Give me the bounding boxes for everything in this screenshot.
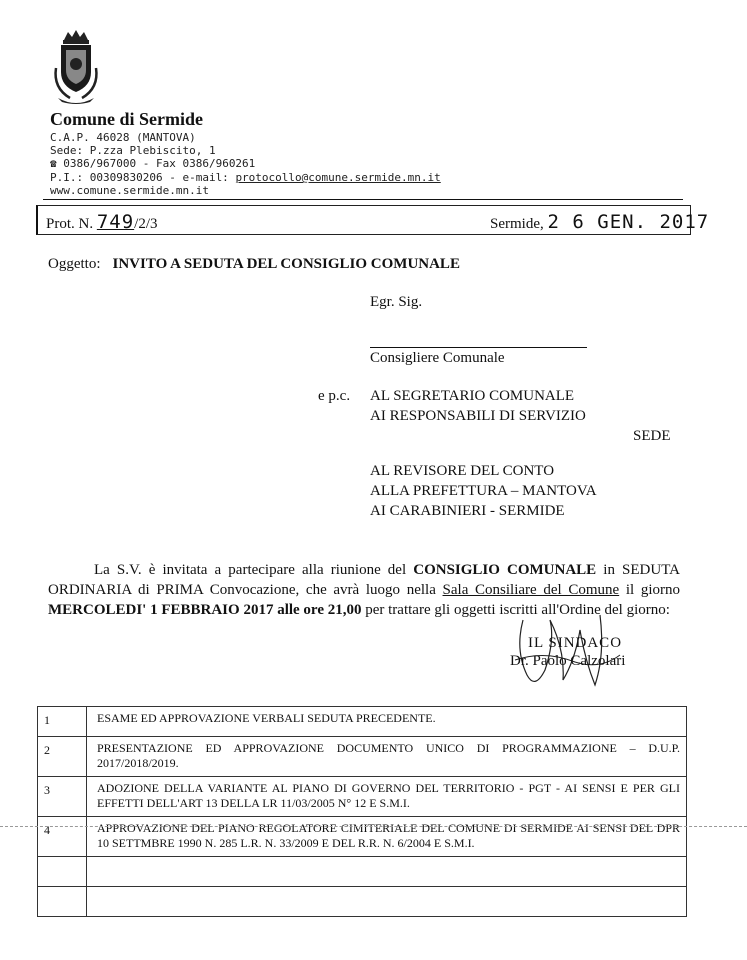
agenda-num: 2 [38,737,87,777]
cc-recipient: AL REVISORE DEL CONTO [370,463,555,479]
body-emph: CONSIGLIO COMUNALE [413,562,597,578]
protocol-date [490,211,709,233]
signatory-name: Dr. Paolo Calzolari [510,653,626,669]
table-row [38,857,687,887]
addressee-egr: Egr. Sig. [370,294,423,310]
comune-name: Comune di Sermide [50,109,203,129]
scan-fold-line [0,826,747,827]
protocol-place: Sermide, [490,216,544,232]
cc-label: e p.c. [318,388,351,404]
agenda-num [38,887,87,917]
cc-recipient: AI CARABINIERI - SERMIDE [370,503,565,519]
protocol-handwritten-number: 749 [96,211,135,233]
header-phone [50,157,255,170]
table-row [38,817,687,857]
addressee-consigliere: Consigliere Comunale [370,350,505,366]
agenda-num [38,857,87,887]
table-row [38,707,687,737]
table-row [38,777,687,817]
meeting-place: Sala Consiliare del Comune [442,582,620,598]
agenda-item: ADOZIONE DELLA VARIANTE AL PIANO DI GOVERNO DEL TERRITORIO - PGT - AI SENSI E PER GLI EFFETTI DELL'ART 13 DELLA LR 11/03/2005 N° 12 E S.M.I. [87,777,687,817]
header-cap: C.A.P. 46028 (MANTOVA) [50,131,196,144]
website-link[interactable]: www.comune.sermide.mn.it [50,184,209,197]
body-text: per trattare gli oggetti iscritti all'Ordine del giorno: [361,602,670,618]
agenda-item: APPROVAZIONE DEL PIANO REGOLATORE CIMITERIALE DEL COMUNE DI SERMIDE AI SENSI DEL DPR 10 SETTMBRE 1990 N. 285 L.R. N. 33/2009 E DEL R.R. N. 6/2004 E S.M.I. [87,817,687,857]
agenda-table [37,706,687,917]
body-text: il giorno [619,582,681,598]
cc-recipient: ALLA PREFETTURA – MANTOVA [370,483,597,499]
protocol-label: Prot. N. [46,216,94,232]
coat-of-arms-icon [50,28,102,106]
body-text: in SEDUTA ORDINARIA di PRIMA Convocazione, che avrà luogo nella [48,562,680,598]
subject-label: Oggetto: [48,256,101,272]
subject-text: INVITO A SEDUTA DEL CONSIGLIO COMUNALE [112,256,460,272]
meeting-datetime: MERCOLEDI' 1 FEBBRAIO 2017 alle ore 21,00 [48,602,362,618]
cc-recipient: AI RESPONSABILI DI SERVIZIO [370,408,586,424]
protocol-suffix: /2/3 [134,216,158,232]
header-sede: Sede: P.zza Plebiscito, 1 [50,144,216,157]
signatory-title: IL SINDACO [528,635,623,651]
header-phone-text: 0386/967000 - Fax 0386/960261 [63,157,256,170]
table-row [38,737,687,777]
agenda-item [87,857,687,887]
agenda-item: ESAME ED APPROVAZIONE VERBALI SEDUTA PRECEDENTE. [87,707,687,737]
agenda-item [87,887,687,917]
addressee-name-line [370,347,587,348]
header-piva [50,171,441,184]
header-piva-text: P.I.: 00309830206 - e-mail: [50,171,236,184]
agenda-item: PRESENTAZIONE ED APPROVAZIONE DOCUMENTO UNICO DI PROGRAMMAZIONE – D.U.P. 2017/2018/2019. [87,737,687,777]
cc-recipient: SEDE [633,428,671,444]
body-text: La S.V. è invitata a partecipare alla riunione del [94,562,414,578]
table-row [38,887,687,917]
email-link[interactable]: protocollo@comune.sermide.mn.it [235,171,441,184]
cc-recipient: AL SEGRETARIO COMUNALE [370,388,575,404]
header-divider [43,199,683,200]
phone-icon: ☎ [50,157,64,170]
agenda-num: 4 [38,817,87,857]
subject-line [48,256,460,273]
protocol-number [46,211,158,233]
agenda-num: 1 [38,707,87,737]
date-stamp: 2 6 GEN. 2017 [547,211,710,233]
agenda-num: 3 [38,777,87,817]
